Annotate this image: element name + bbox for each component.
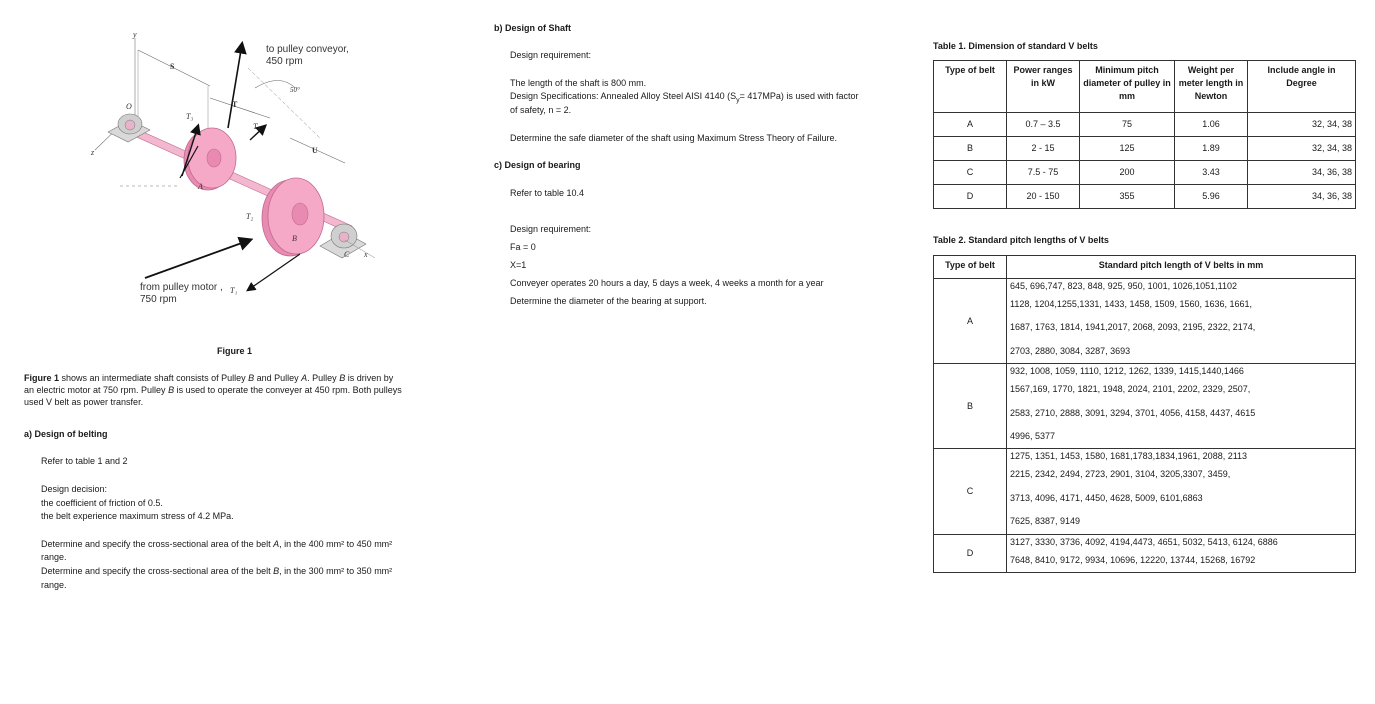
sym-u: U: [312, 146, 318, 155]
label-conveyor-rpm: 450 rpm: [266, 56, 303, 67]
section-a-refer: Refer to table 1 and 2: [41, 456, 128, 466]
label-motor-rpm: 750 rpm: [140, 294, 177, 305]
table2-type-cell: D: [934, 534, 1007, 572]
table1-header-row: [934, 61, 1356, 113]
length-line: 7625, 8387, 9149: [1010, 516, 1081, 527]
sym-t: T: [232, 100, 238, 109]
design-decision-friction: the coefficient of friction of 0.5.: [41, 498, 163, 508]
table1-cell: 1.06: [1175, 113, 1248, 137]
shaft-pulley-illustration: [90, 28, 390, 318]
sym-b: B: [292, 234, 297, 243]
table2-header: Type of belt: [934, 256, 1007, 279]
section-b-heading: b) Design of Shaft: [494, 23, 571, 33]
table2-row: [934, 364, 1356, 449]
shaft-task: Determine the safe diameter of the shaft using Maximum Stress Theory of Failure.: [510, 133, 837, 143]
table1-header: Include angle in Degree: [1248, 61, 1356, 113]
intro-text: shows an intermediate shaft consists of Pulley: [59, 373, 249, 383]
table2-row: [934, 279, 1356, 364]
sym-o: O: [126, 102, 132, 111]
table2-header-row: [934, 256, 1356, 279]
table2-title: Table 2. Standard pitch lengths of V belts: [933, 235, 1109, 245]
intro-text: is used to operate the conveyer at 450 rpm. Both pulleys: [174, 385, 402, 396]
table1-header: Weight per meter length in Newton: [1175, 61, 1248, 113]
sym-angle: 50°: [290, 86, 300, 94]
table1-cell: D: [934, 185, 1007, 209]
sym-x: x: [364, 250, 368, 259]
table2-lengths-cell: [1007, 534, 1356, 572]
intro-fig-ref: Figure 1: [24, 373, 60, 383]
table1-cell: 32, 34, 38: [1248, 137, 1356, 161]
length-line: 1687, 1763, 1814, 1941,2017, 2068, 2093, 2195, 2322, 2174,: [1010, 322, 1256, 333]
sym-t1: T₁: [230, 286, 238, 295]
spec-subscript: y: [736, 96, 740, 104]
intro-text: is driven by: [345, 373, 394, 383]
table2-header: Standard pitch length of V belts in mm: [1007, 256, 1356, 279]
task-text: Determine and specify the cross-sectional area of the belt: [41, 539, 274, 549]
pulley-a: [184, 128, 236, 190]
table2-row: [934, 534, 1356, 572]
intro-pulley-b: B: [168, 385, 175, 396]
figure-1-diagram: [90, 28, 390, 318]
label-to-conveyor: to pulley conveyor,: [266, 44, 349, 55]
sym-t4: T₄: [253, 122, 261, 131]
table2-type-cell: C: [934, 449, 1007, 534]
length-line: 645, 696,747, 823, 848, 925, 950, 1001, 1026,1051,1102: [1010, 281, 1238, 291]
table1-row: [934, 185, 1356, 209]
spec-text: = 417MPa) is used with factor: [739, 91, 859, 101]
table1-cell: 20 - 150: [1007, 185, 1080, 209]
length-line: 2583, 2710, 2888, 3091, 3294, 3701, 4056, 4158, 4437, 4615: [1010, 407, 1256, 418]
sym-t2: T₂: [246, 212, 254, 221]
table1-cell: 1.89: [1175, 137, 1248, 161]
table1-cell: 2 - 15: [1007, 137, 1080, 161]
table1-cell: A: [934, 113, 1007, 137]
table1-header: Power ranges in kW: [1007, 61, 1080, 113]
intro-text: used V belt as power transfer.: [24, 397, 144, 408]
section-a-heading: a) Design of belting: [24, 429, 108, 439]
section-c-heading: c) Design of bearing: [494, 160, 581, 170]
shaft-requirement-label: Design requirement:: [510, 50, 592, 60]
sym-z: z: [91, 148, 95, 157]
table1-cell: 75: [1080, 113, 1175, 137]
length-line: 1275, 1351, 1453, 1580, 1681,1783,1834,1961, 2088, 2113: [1010, 451, 1248, 462]
right-bearing: [320, 224, 366, 258]
length-line: 1567,169, 1770, 1821, 1948, 2024, 2101, 2202, 2329, 2507,: [1010, 384, 1251, 395]
task-belt-b: [41, 565, 392, 577]
table2-pitch-lengths: [933, 255, 1356, 573]
intro-pulley-b: B: [339, 373, 346, 383]
figure-caption: Figure 1: [217, 346, 253, 356]
intro-pulley-b: B: [248, 373, 255, 383]
table1-row: [934, 113, 1356, 137]
table1-cell: 3.43: [1175, 161, 1248, 185]
table1-cell: 32, 34, 38: [1248, 113, 1356, 137]
task-belt-a-wrap: range.: [41, 552, 67, 562]
table1-v-belt-dimensions: [933, 60, 1356, 209]
table1-cell: 34, 36, 38: [1248, 161, 1356, 185]
table1-cell: 0.7 – 3.5: [1007, 113, 1080, 137]
table1-cell: 125: [1080, 137, 1175, 161]
sym-c: C: [344, 250, 350, 259]
table1-header: Type of belt: [934, 61, 1007, 113]
table1-cell: B: [934, 137, 1007, 161]
length-line: 4996, 5377: [1010, 431, 1056, 442]
table2-row: [934, 449, 1356, 534]
shaft-length: The length of the shaft is 800 mm.: [510, 78, 647, 88]
length-line: 1128, 1204,1255,1331, 1433, 1458, 1509, 1560, 1636, 1661,: [1010, 299, 1253, 309]
bearing-x: X=1: [510, 260, 527, 270]
bearing-operation: Conveyer operates 20 hours a day, 5 days a week, 4 weeks a month for a year: [510, 278, 824, 288]
table1-cell: 5.96: [1175, 185, 1248, 209]
bearing-fa: Fa = 0: [510, 242, 536, 252]
bearing-task: Determine the diameter of the bearing at support.: [510, 296, 707, 306]
spec-text: Design Specifications: Annealed Alloy Steel AISI 4140 (S: [510, 91, 737, 101]
task-text: , in the 300 mm² to 350 mm²: [279, 566, 393, 576]
table1-cell: 7.5 - 75: [1007, 161, 1080, 185]
table1-cell: 355: [1080, 185, 1175, 209]
length-line: 3713, 4096, 4171, 4450, 4628, 5009, 6101,6863: [1010, 492, 1203, 503]
table2-type-cell: B: [934, 364, 1007, 449]
design-decision-label: Design decision:: [41, 484, 108, 494]
table1-cell: 34, 36, 38: [1248, 185, 1356, 209]
table2-lengths-cell: [1007, 279, 1356, 364]
table1-cell: 200: [1080, 161, 1175, 185]
intro-paragraph: [24, 372, 464, 408]
shaft-specification: [510, 90, 858, 105]
intro-text: an electric motor at 750 rpm. Pulley: [24, 385, 169, 396]
sym-t3: T₃: [186, 112, 194, 121]
table1-header: Minimum pitch diameter of pulley in mm: [1080, 61, 1175, 113]
belt-b-ref: B: [273, 566, 280, 576]
length-line: 7648, 8410, 9172, 9934, 10696, 12220, 13744, 15268, 16792: [1010, 554, 1256, 565]
belt-a-ref: A: [273, 539, 280, 549]
length-line: 932, 1008, 1059, 1110, 1212, 1262, 1339, 1415,1440,1466: [1010, 366, 1244, 377]
sym-s: S: [170, 62, 175, 71]
intro-text: . Pulley: [307, 373, 340, 383]
table1-title: Table 1. Dimension of standard V belts: [933, 41, 1098, 51]
task-text: Determine and specify the cross-sectional area of the belt: [41, 566, 274, 576]
label-from-motor: from pulley motor ,: [140, 282, 223, 293]
length-line: 2215, 2342, 2494, 2723, 2901, 3104, 3205,3307, 3459,: [1010, 469, 1231, 480]
intro-pulley-a: A: [301, 373, 308, 383]
table1-row: [934, 137, 1356, 161]
table2-lengths-cell: [1007, 364, 1356, 449]
table1-cell: C: [934, 161, 1007, 185]
intro-text: and Pulley: [254, 373, 302, 383]
table1-row: [934, 161, 1356, 185]
bearing-refer: Refer to table 10.4: [510, 188, 585, 198]
sym-a: A: [198, 182, 203, 191]
length-line: 3127, 3330, 3736, 4092, 4194,4473, 4651, 5032, 5413, 6124, 6886: [1010, 536, 1278, 547]
task-belt-a: [41, 538, 392, 550]
shaft-specification-wrap: of safety, n = 2.: [510, 105, 572, 115]
bearing-requirement-label: Design requirement:: [510, 224, 592, 234]
table2-lengths-cell: [1007, 449, 1356, 534]
design-decision-stress: the belt experience maximum stress of 4.2 MPa.: [41, 511, 234, 521]
length-line: 2703, 2880, 3084, 3287, 3693: [1010, 345, 1131, 356]
sym-y: y: [133, 30, 137, 39]
task-text: , in the 400 mm² to 450 mm²: [279, 539, 393, 549]
table2-type-cell: A: [934, 279, 1007, 364]
task-belt-b-wrap: range.: [41, 580, 67, 590]
